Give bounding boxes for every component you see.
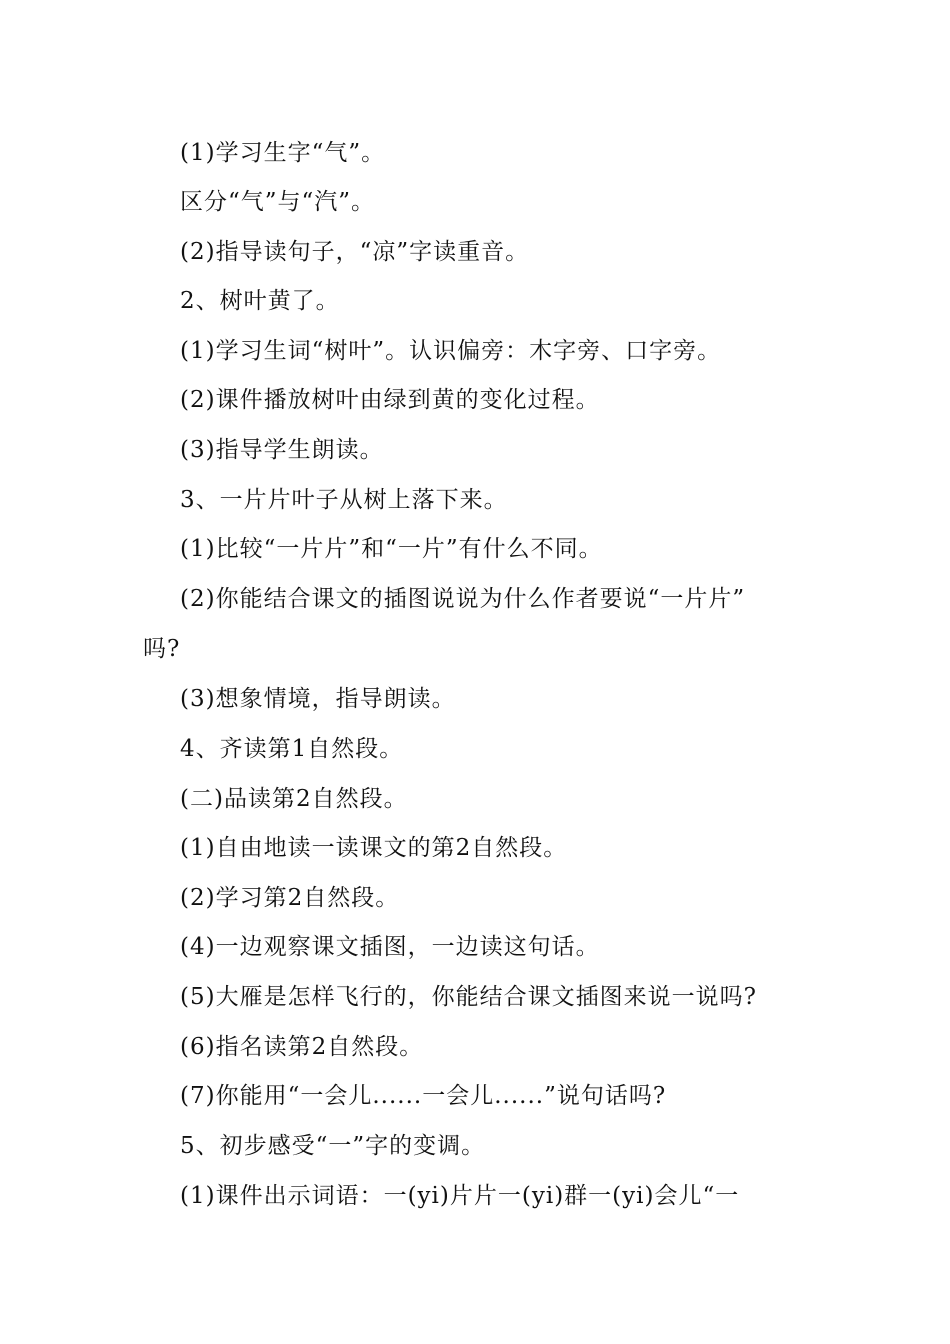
text-line: (7)你能用“一会儿......一会儿......”说句话吗? <box>180 1083 667 1109</box>
text-line: (二)品读第2自然段。 <box>180 786 408 812</box>
text-line: (2)你能结合课文的插图说说为什么作者要说“一片片” <box>180 586 746 612</box>
text-line: (1)学习生词“树叶”。认识偏旁：木字旁、口字旁。 <box>180 338 722 364</box>
text-line: (1)课件出示词语：一(yi)片片一(yi)群一(yi)会儿“一 <box>180 1183 740 1209</box>
text-line: 吗? <box>143 636 181 662</box>
text-line: 区分“气”与“汽”。 <box>180 189 376 215</box>
text-line: (2)学习第2自然段。 <box>180 885 400 911</box>
text-line: 2、树叶黄了。 <box>180 288 340 314</box>
text-line: 5、初步感受“一”字的变调。 <box>180 1133 486 1159</box>
text-line: (3)指导学生朗读。 <box>180 437 384 463</box>
text-line: (1)自由地读一读课文的第2自然段。 <box>180 835 568 861</box>
text-line: 4、齐读第1自然段。 <box>180 736 404 762</box>
text-line: (1)比较“一片片”和“一片”有什么不同。 <box>180 536 603 562</box>
text-line: (1)学习生字“气”。 <box>180 140 386 166</box>
text-line: (6)指名读第2自然段。 <box>180 1034 424 1060</box>
text-line: (2)课件播放树叶由绿到黄的变化过程。 <box>180 387 600 413</box>
text-line: (5)大雁是怎样飞行的，你能结合课文插图来说一说吗? <box>180 984 757 1010</box>
text-line: 3、一片片叶子从树上落下来。 <box>180 487 508 513</box>
text-line: (2)指导读句子，“凉”字读重音。 <box>180 239 530 265</box>
text-line: (3)想象情境，指导朗读。 <box>180 686 456 712</box>
text-line: (4)一边观察课文插图，一边读这句话。 <box>180 934 600 960</box>
